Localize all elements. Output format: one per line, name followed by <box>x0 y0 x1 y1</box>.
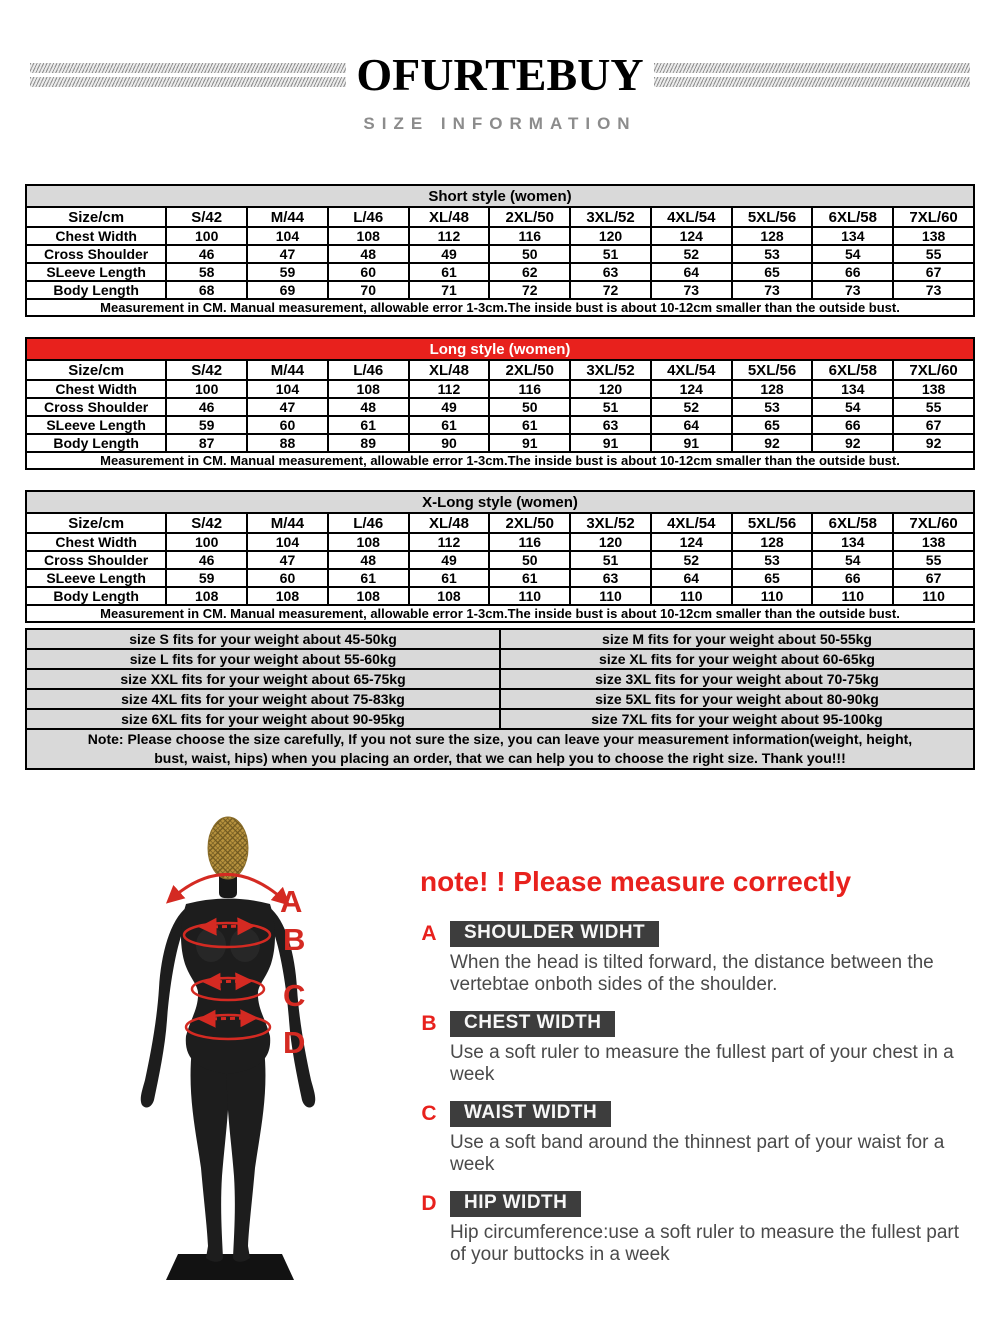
mannequin-torso <box>181 899 275 1075</box>
cell-value: 92 <box>732 434 813 452</box>
cell-value: 61 <box>489 416 570 434</box>
table-title: Short style (women) <box>26 185 974 207</box>
cell-value: 47 <box>247 551 328 569</box>
weight-fit-cell: size S fits for your weight about 45-50kg <box>26 629 500 649</box>
mannequin-leg-right <box>227 1048 266 1262</box>
size-chart-content <box>25 184 975 770</box>
column-header: 4XL/54 <box>651 360 732 380</box>
cell-value: 50 <box>489 245 570 263</box>
measure-item-head <box>420 1012 968 1036</box>
cell-value: 110 <box>812 587 893 605</box>
cell-value: 124 <box>651 533 732 551</box>
measure-description: Use a soft band around the thinnest part of your waist for a week <box>450 1132 945 1175</box>
cell-value: 65 <box>732 263 813 281</box>
cell-value: 128 <box>732 380 813 398</box>
column-header: 2XL/50 <box>489 207 570 227</box>
weight-fit-cell: size 3XL fits for your weight about 70-75kg <box>500 669 974 689</box>
cell-value: 92 <box>893 434 974 452</box>
cell-value: 138 <box>893 380 974 398</box>
cell-value: 46 <box>166 245 247 263</box>
measure-guide-text <box>420 866 968 1328</box>
column-header: 4XL/54 <box>651 513 732 533</box>
cell-value: 61 <box>409 263 490 281</box>
column-header: 2XL/50 <box>489 360 570 380</box>
measure-guide-section <box>0 808 1000 1328</box>
column-header: M/44 <box>247 513 328 533</box>
row-label: SLeeve Length <box>26 263 166 281</box>
cell-value: 73 <box>893 281 974 299</box>
cell-value: 91 <box>570 434 651 452</box>
cell-value: 110 <box>893 587 974 605</box>
cell-value: 67 <box>893 569 974 587</box>
cell-value: 108 <box>166 587 247 605</box>
cell-value: 116 <box>489 227 570 245</box>
measure-item-c <box>420 1102 968 1176</box>
cell-value: 108 <box>247 587 328 605</box>
column-header: M/44 <box>247 360 328 380</box>
measure-heading: HIP WIDTH <box>450 1191 581 1217</box>
row-label: SLeeve Length <box>26 416 166 434</box>
cell-value: 55 <box>893 398 974 416</box>
measure-item-d <box>420 1192 968 1266</box>
cell-value: 62 <box>489 263 570 281</box>
cell-value: 60 <box>247 416 328 434</box>
hatch-stripe <box>654 77 970 87</box>
brand-logo-text: OFURTEBUY <box>356 49 644 100</box>
weight-fit-cell: size 6XL fits for your weight about 90-95kg <box>26 709 500 729</box>
column-header: 7XL/60 <box>893 207 974 227</box>
mannequin-head <box>208 817 248 879</box>
column-header: 4XL/54 <box>651 207 732 227</box>
cell-value: 100 <box>166 533 247 551</box>
cell-value: 64 <box>651 416 732 434</box>
cell-value: 54 <box>812 245 893 263</box>
weight-fit-cell: size 5XL fits for your weight about 80-90kg <box>500 689 974 709</box>
cell-value: 124 <box>651 227 732 245</box>
cell-value: 59 <box>247 263 328 281</box>
cell-value: 110 <box>651 587 732 605</box>
cell-value: 58 <box>166 263 247 281</box>
cell-value: 116 <box>489 533 570 551</box>
cell-value: 108 <box>328 533 409 551</box>
cell-value: 54 <box>812 398 893 416</box>
cell-value: 48 <box>328 245 409 263</box>
cell-value: 71 <box>409 281 490 299</box>
table-footnote: Measurement in CM. Manual measurement, allowable error 1-3cm.The inside bust is about 10-12cm smaller than the outside bust. <box>26 299 974 316</box>
row-label: Body Length <box>26 434 166 452</box>
measure-note-title: note! ! Please measure correctly <box>420 866 852 897</box>
cell-value: 110 <box>489 587 570 605</box>
cell-value: 55 <box>893 551 974 569</box>
cell-value: 110 <box>570 587 651 605</box>
cell-value: 61 <box>409 569 490 587</box>
cell-value: 69 <box>247 281 328 299</box>
cell-value: 138 <box>893 533 974 551</box>
cell-value: 134 <box>812 380 893 398</box>
cell-value: 91 <box>651 434 732 452</box>
cell-value: 61 <box>328 416 409 434</box>
size-table-1 <box>25 184 975 317</box>
cell-value: 55 <box>893 245 974 263</box>
note-line: bust, waist, hips) when you placing an order, that we can help you to choose the right size. Thank you!!! <box>154 750 846 766</box>
measure-item-b <box>420 1012 968 1086</box>
cell-value: 73 <box>732 281 813 299</box>
cell-value: 48 <box>328 551 409 569</box>
column-header: 7XL/60 <box>893 360 974 380</box>
cell-value: 104 <box>247 533 328 551</box>
table-footnote: Measurement in CM. Manual measurement, allowable error 1-3cm.The inside bust is about 10-12cm smaller than the outside bust. <box>26 605 974 622</box>
cell-value: 66 <box>812 263 893 281</box>
measure-description: Use a soft ruler to measure the fullest part of your chest in a week <box>450 1042 954 1085</box>
cell-value: 91 <box>489 434 570 452</box>
cell-value: 138 <box>893 227 974 245</box>
cell-value: 134 <box>812 227 893 245</box>
cell-value: 61 <box>328 569 409 587</box>
row-label: Cross Shoulder <box>26 245 166 263</box>
size-table-3 <box>25 490 975 623</box>
column-header: Size/cm <box>26 360 166 380</box>
cell-value: 61 <box>489 569 570 587</box>
cell-value: 63 <box>570 416 651 434</box>
measure-item-a <box>420 922 968 996</box>
column-header: 6XL/58 <box>812 513 893 533</box>
measure-letter: B <box>421 1012 437 1035</box>
cell-value: 90 <box>409 434 490 452</box>
hatch-stripe <box>654 63 970 73</box>
measure-letter: C <box>421 1102 437 1125</box>
table-title: Long style (women) <box>26 338 974 360</box>
measure-description: Hip circumference:use a soft ruler to measure the fullest part of your buttocks in a week <box>450 1222 960 1265</box>
weight-fit-cell: size M fits for your weight about 50-55kg <box>500 629 974 649</box>
cell-value: 134 <box>812 533 893 551</box>
cell-value: 63 <box>570 569 651 587</box>
cell-value: 104 <box>247 380 328 398</box>
cell-value: 66 <box>812 416 893 434</box>
mannequin-arm-left <box>141 907 187 1107</box>
measure-letter: D <box>421 1192 437 1215</box>
cell-value: 120 <box>570 380 651 398</box>
decorative-hatch-left <box>30 63 346 87</box>
diagram-label-b: B <box>283 922 306 957</box>
weight-fit-cell: size 4XL fits for your weight about 75-83kg <box>26 689 500 709</box>
note-line: Note: Please choose the size carefully, If you not sure the size, you can leave your measurement information(weight, height, <box>87 731 913 747</box>
cell-value: 64 <box>651 569 732 587</box>
row-label: Chest Width <box>26 227 166 245</box>
cell-value: 108 <box>328 227 409 245</box>
column-header: 6XL/58 <box>812 360 893 380</box>
cell-value: 61 <box>409 416 490 434</box>
weight-fit-cell: size 7XL fits for your weight about 95-100kg <box>500 709 974 729</box>
size-choice-note <box>26 729 974 769</box>
table-footnote: Measurement in CM. Manual measurement, allowable error 1-3cm.The inside bust is about 10-12cm smaller than the outside bust. <box>26 452 974 469</box>
cell-value: 47 <box>247 398 328 416</box>
cell-value: 120 <box>570 227 651 245</box>
cell-value: 70 <box>328 281 409 299</box>
cell-value: 49 <box>409 245 490 263</box>
measure-item-head <box>420 1102 968 1126</box>
cell-value: 53 <box>732 245 813 263</box>
cell-value: 65 <box>732 416 813 434</box>
cell-value: 66 <box>812 569 893 587</box>
cell-value: 124 <box>651 380 732 398</box>
diagram-label-c: C <box>283 978 306 1013</box>
cell-value: 52 <box>651 398 732 416</box>
cell-value: 108 <box>409 587 490 605</box>
measure-item-head <box>420 922 968 946</box>
column-header: 3XL/52 <box>570 360 651 380</box>
cell-value: 73 <box>812 281 893 299</box>
column-header: XL/48 <box>409 207 490 227</box>
weight-fit-table <box>25 628 975 770</box>
mannequin-diagram <box>0 808 420 1328</box>
cell-value: 88 <box>247 434 328 452</box>
size-table-2 <box>25 337 975 470</box>
hatch-stripe <box>30 77 346 87</box>
column-header: 3XL/52 <box>570 513 651 533</box>
cell-value: 67 <box>893 263 974 281</box>
cell-value: 67 <box>893 416 974 434</box>
size-tables-group <box>25 184 975 623</box>
measure-description: When the head is tilted forward, the distance between the vertebtae onboth sides of the shoulder. <box>450 952 934 995</box>
weight-fit-cell: size L fits for your weight about 55-60kg <box>26 649 500 669</box>
mannequin-figure <box>0 808 420 1328</box>
cell-value: 49 <box>409 551 490 569</box>
cell-value: 65 <box>732 569 813 587</box>
cell-value: 48 <box>328 398 409 416</box>
cell-value: 47 <box>247 245 328 263</box>
measure-guide-items <box>420 922 968 1266</box>
column-header: 5XL/56 <box>732 207 813 227</box>
cell-value: 52 <box>651 551 732 569</box>
cell-value: 108 <box>328 380 409 398</box>
cell-value: 72 <box>570 281 651 299</box>
cell-value: 50 <box>489 398 570 416</box>
column-header: 6XL/58 <box>812 207 893 227</box>
cell-value: 63 <box>570 263 651 281</box>
measure-item-head <box>420 1192 968 1216</box>
column-header: XL/48 <box>409 360 490 380</box>
diagram-label-a: A <box>280 884 303 919</box>
row-label: Cross Shoulder <box>26 551 166 569</box>
cell-value: 52 <box>651 245 732 263</box>
column-header: M/44 <box>247 207 328 227</box>
column-header: Size/cm <box>26 513 166 533</box>
page-subtitle: SIZE INFORMATION <box>363 114 637 133</box>
cell-value: 68 <box>166 281 247 299</box>
diagram-label-d: D <box>283 1025 306 1060</box>
column-header: 7XL/60 <box>893 513 974 533</box>
table-title: X-Long style (women) <box>26 491 974 513</box>
column-header: L/46 <box>328 513 409 533</box>
measure-heading: WAIST WIDTH <box>450 1101 611 1127</box>
cell-value: 50 <box>489 551 570 569</box>
weight-fit-cell: size XXL fits for your weight about 65-75kg <box>26 669 500 689</box>
cell-value: 60 <box>328 263 409 281</box>
cell-value: 59 <box>166 569 247 587</box>
cell-value: 89 <box>328 434 409 452</box>
cell-value: 46 <box>166 398 247 416</box>
cell-value: 46 <box>166 551 247 569</box>
row-label: Cross Shoulder <box>26 398 166 416</box>
hatch-stripe <box>30 63 346 73</box>
cell-value: 51 <box>570 245 651 263</box>
row-label: Body Length <box>26 281 166 299</box>
measure-heading: SHOULDER WIDHT <box>450 921 659 947</box>
cell-value: 60 <box>247 569 328 587</box>
column-header: S/42 <box>166 513 247 533</box>
mannequin-base <box>166 1254 294 1280</box>
column-header: 5XL/56 <box>732 360 813 380</box>
column-header: 5XL/56 <box>732 513 813 533</box>
cell-value: 116 <box>489 380 570 398</box>
cell-value: 128 <box>732 533 813 551</box>
cell-value: 59 <box>166 416 247 434</box>
cell-value: 112 <box>409 380 490 398</box>
cell-value: 64 <box>651 263 732 281</box>
column-header: L/46 <box>328 207 409 227</box>
mannequin-leg-left <box>191 1048 230 1262</box>
cell-value: 72 <box>489 281 570 299</box>
cell-value: 73 <box>651 281 732 299</box>
column-header: 3XL/52 <box>570 207 651 227</box>
cell-value: 110 <box>732 587 813 605</box>
cell-value: 49 <box>409 398 490 416</box>
column-header: S/42 <box>166 360 247 380</box>
cell-value: 54 <box>812 551 893 569</box>
cell-value: 53 <box>732 398 813 416</box>
row-label: Chest Width <box>26 533 166 551</box>
cell-value: 100 <box>166 380 247 398</box>
row-label: SLeeve Length <box>26 569 166 587</box>
decorative-hatch-right <box>654 63 970 87</box>
measure-heading: CHEST WIDTH <box>450 1011 615 1037</box>
column-header: L/46 <box>328 360 409 380</box>
brand-header <box>30 0 970 98</box>
cell-value: 104 <box>247 227 328 245</box>
cell-value: 120 <box>570 533 651 551</box>
row-label: Body Length <box>26 587 166 605</box>
cell-value: 108 <box>328 587 409 605</box>
column-header: 2XL/50 <box>489 513 570 533</box>
measure-letter: A <box>421 922 437 945</box>
column-header: Size/cm <box>26 207 166 227</box>
cell-value: 92 <box>812 434 893 452</box>
cell-value: 51 <box>570 551 651 569</box>
cell-value: 87 <box>166 434 247 452</box>
cell-value: 53 <box>732 551 813 569</box>
cell-value: 112 <box>409 533 490 551</box>
column-header: XL/48 <box>409 513 490 533</box>
column-header: S/42 <box>166 207 247 227</box>
cell-value: 128 <box>732 227 813 245</box>
cell-value: 112 <box>409 227 490 245</box>
row-label: Chest Width <box>26 380 166 398</box>
cell-value: 51 <box>570 398 651 416</box>
cell-value: 100 <box>166 227 247 245</box>
weight-fit-cell: size XL fits for your weight about 60-65kg <box>500 649 974 669</box>
